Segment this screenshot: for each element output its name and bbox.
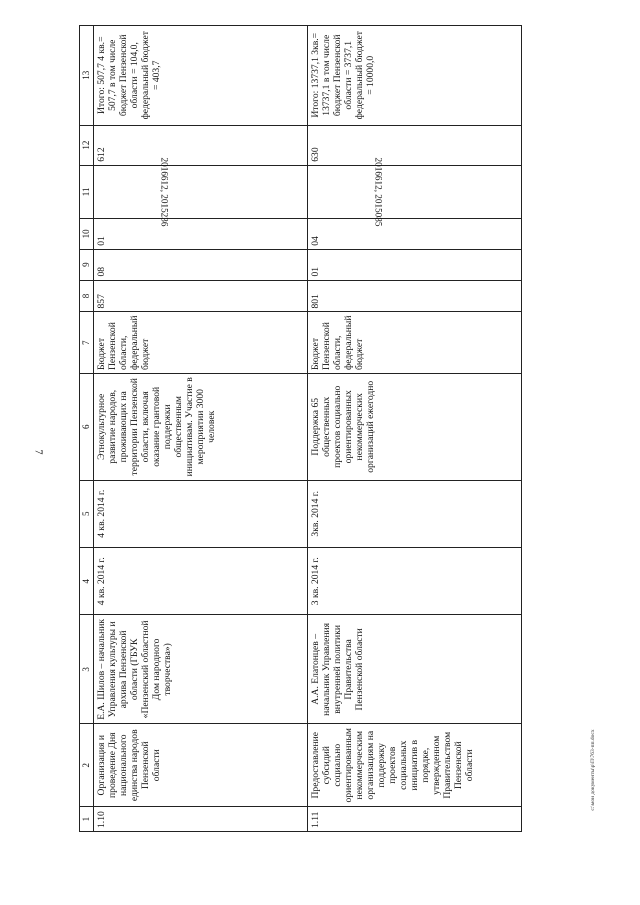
funding-source: Бюджет Пензенской области, федеральный бюджет [94,312,308,374]
header-cell: 8 [80,280,94,312]
grbs-code: 857 [94,280,308,312]
responsible: А.А. Елатонцев – начальник Управления внутренней политики Правительства Пензенской области [308,615,522,724]
header-cell: 10 [80,219,94,250]
page-number: 7 [32,449,44,455]
header-cell: 2 [80,724,94,807]
csr-code: 2016612, 2015236 [159,157,170,227]
table-row [94,26,308,832]
expected-result: Поддержка 65 общественных проектов социально ориентированных некоммерческих организаций ежегодно [308,374,522,481]
funding-amount: Итого: 507,7 4 кв.= 507,7 в том числе бюджет Пензенской области = 104,0, федеральный бюджет = 403,7 [94,26,308,126]
event-name: Организация и проведение Дня национального единства народов Пензенской области [94,724,308,807]
header-cell: 9 [80,249,94,280]
header-cell: 11 [80,165,94,218]
funding-source: Бюджет Пензенской области, федеральный бюджет [308,312,522,374]
start-date: 4 кв. 2014 г. [94,547,308,614]
rz-code: 01 [308,249,522,280]
header-cell: 12 [80,125,94,165]
grbs-code: 801 [308,280,522,312]
header-cell: 6 [80,374,94,481]
program-table [79,25,522,832]
header-cell: 7 [80,312,94,374]
vr-code: 630 [308,125,522,165]
row-number: 1.11 [308,807,522,832]
csr-code: 2016612, 2015085 [373,157,384,227]
pr-code: 04 [308,219,522,250]
header-cell: 1 [80,807,94,832]
table-row [308,26,522,832]
start-date: 3 кв. 2014 г. [308,547,522,614]
rotated-table-wrapper [79,25,545,832]
event-name: Предоставление субсидий социально ориентированным некоммерческим организациям на поддержку проектов социальных инициатив в порядке, утвержденном Правительством Пензенской области [308,724,522,807]
vr-code: 612 [94,125,308,165]
header-cell: 3 [80,615,94,724]
csr-cell [94,157,308,227]
footer-file-path: c:\мои документы\p\П\763-пп.docx [590,729,596,811]
header-cell: 4 [80,547,94,614]
pr-code: 01 [94,219,308,250]
responsible: Е.А. Шилов – начальник Управления культуры и архива Пензенской области (ГБУК «Пензенский областной Дом народного творчества») [94,615,308,724]
end-date: 4 кв. 2014 г. [94,480,308,547]
csr-cell [308,157,522,227]
funding-amount: Итого: 13737,1 3кв.= 13737,1 в том числе бюджет Пензенской области = 3737,1 федеральный бюджет = 10000,0 [308,26,522,126]
end-date: 3кв. 2014 г. [308,480,522,547]
row-number: 1.10 [94,807,308,832]
expected-result: Этнокультурное развитие народов, проживающих на территории Пензенской области, включая оказание грантовой поддержки общественным инициативам. Участие в мероприятии 3000 человек [94,374,308,481]
header-cell: 5 [80,480,94,547]
header-row [80,26,94,832]
header-cell: 13 [80,26,94,126]
rz-code: 08 [94,249,308,280]
